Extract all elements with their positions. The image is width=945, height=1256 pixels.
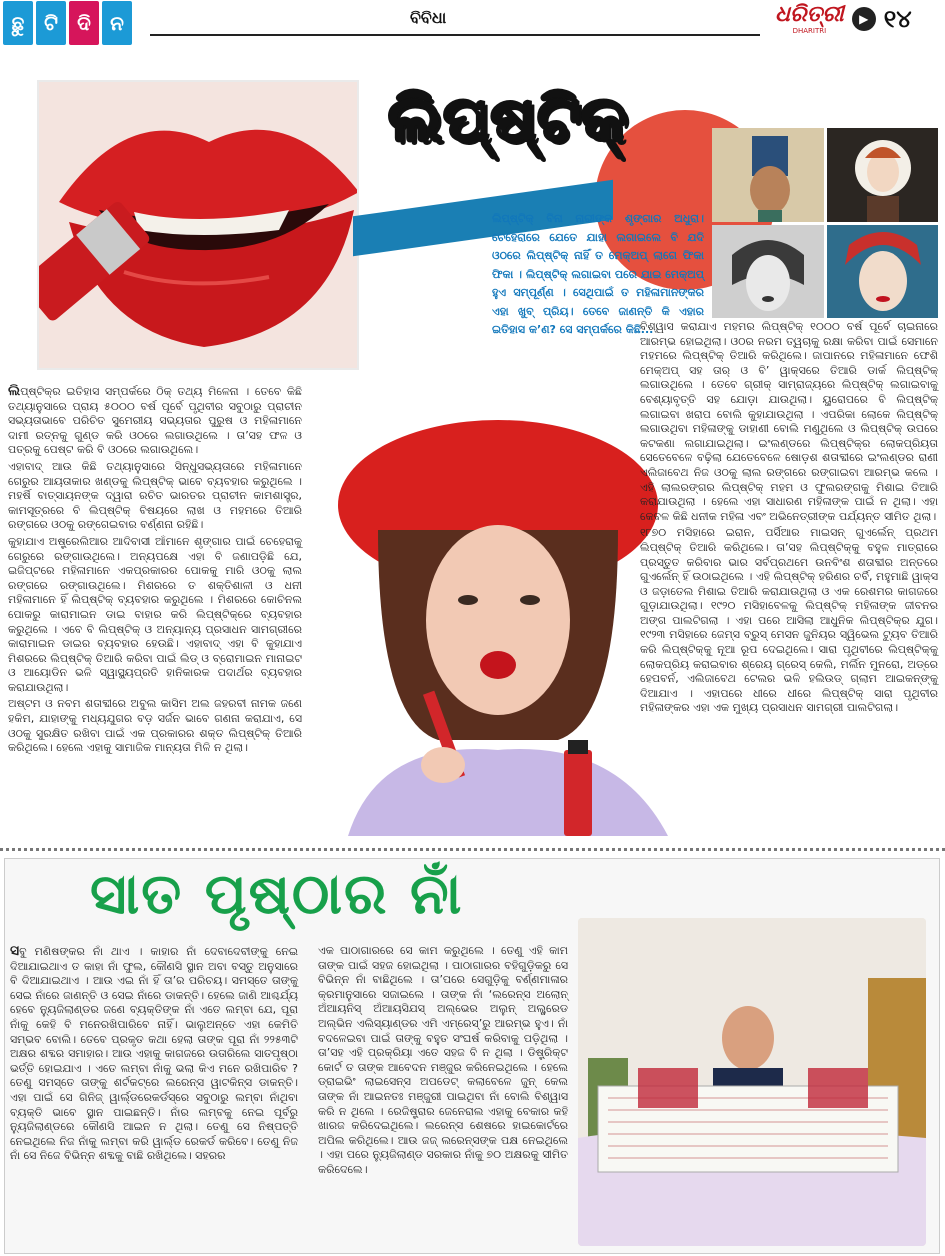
article-title: ଲିପ୍‌ଷ୍ଟିକ୍‌: [388, 82, 628, 155]
drop-cap: ଲି: [8, 383, 21, 399]
portrait-vintage: [712, 225, 824, 319]
brand-name: ଧରିତ୍ରୀ: [775, 2, 844, 27]
portrait-nefertiti: [712, 128, 824, 222]
logo-char: ଛୁ: [3, 1, 33, 45]
paragraph: ଏକ ପାଠାଗାରରେ ସେ କାମ କରୁଥିଲେ । ତେଣୁ ଏହି କାମ ତାଙ୍କ ପାଇଁ ସହଜ ହୋଇଥିଲା । ପାଠାଗାରର ବହିଗୁଡ଼ିକରୁ ସେ ବିଭିନ୍ନ ନାଁ ବାଛିଥିଲେ । ତା’ପରେ ସେଗୁଡ଼ିକୁ ବର୍ଣ୍ଣମାଳାର କ୍ରମାନୁସାରେ ସଜାଇଲେ । ତାଙ୍କ ନାଁ ‘ଲରେନ୍ସ ଅଲୋନ୍ ଅଁଆୟନିସ୍ ଅଁଆୟସିଯସ୍ ଅଲ୍ଭେର ଅଲୁନ୍ ଅଲ୍ଫ୍ରେଡ ଅଲ୍ଭିନ ଏଲିସ୍ୟାଣ୍ଡର ଏମି ଏମ୍ରେସ୍’ରୁ ଆରମ୍ଭ ହୁଏ। ନାଁ ବଦଳେଇବା ପାଇଁ ତାଙ୍କୁ ବହୁତ ସଂଘର୍ଷ କରିବାକୁ ପଡ଼ିଥିଲା । ତା’ସହ ଏହି ପ୍ରକ୍ରିୟା ଏତେ ସହଜ ବି ନ ଥିଲା । ଡିଷ୍ଟ୍ରିକ୍ଟ କୋର୍ଟ ତ ତାଙ୍କ ଆବେଦନ ମଞ୍ଜୁର କରିନେଇଥିଲେ । ହେଲେ ଡ୍ରାଇଭିଂ ଲାଇସେନ୍ସ ଅପଡେଟ୍ କଲାବେଳେ ଜୁନ୍ କେଲ ତାଙ୍କ ନାଁ ଆଇନତଃ ମଞ୍ଜୁରୀ ପାଇଥିବା ନାଁ ବୋଲି ବିଶ୍ୱାସ କରି ନ ଥିଲେ । ରେଜିଷ୍ଟ୍ରାର ଜେନେରାଲ ଏହାକୁ ବେକାର କହି ଖାରଜ କରିଦେଇଥିଲେ। ଲରେନ୍ସ ଶେଷରେ ହାଇକୋର୍ଟରେ ଅପିଲ କରିଥିଲେ। ଆଉ ଜଜ୍ ଲରେନ୍ସଙ୍କ ପକ୍ଷ ନେଇଥିଲେ । ଏହା ପରେ ନ୍ୟୁଜିଲାଣ୍ଡ ସରକାର ନାଁକୁ ୭୦ ଅକ୍ଷରକୁ ସୀମିତ କରିଦେଲେ।: [318, 944, 568, 1176]
header-divider: [150, 34, 760, 36]
lips-lipstick-photo: [37, 80, 359, 370]
masthead: [775, 2, 912, 35]
play-icon: ▶: [852, 7, 876, 31]
paragraph: ବିଶ୍ୱାସ କରାଯାଏ ମହମର ଲିପ୍‌ଷ୍ଟିକ୍ ୧୦୦୦ ବର୍ଷ ପୂର୍ବେ ଚାଇନାରେ ଆରମ୍ଭ ହୋଇଥିଲା। ଓଠର ନରମ ତ୍ୱଚାକୁ ରକ୍ଷା କରିବା ପାଇଁ ସେମାନେ ମହମରେ ଲିପ୍‌ଷ୍ଟିକ୍ ତିଆରି କରିଥିଲେ। ଜାପାନରେ ମହିଳାମାନେ ଫେଶି ମେକ୍‌ଅପ୍ ସହ ତାର୍ ଓ ବି’ ୱାକ୍ସରେ ତିଆରି ଡାର୍କ ଲିପ୍‌ଷ୍ଟିକ୍ ଲଗାଉଥିଲେ । ତେବେ ଗ୍ରୀକ୍ ସାମ୍ରାଜ୍ୟରେ ଲିପ୍‌ଷ୍ଟିକ୍ ଲଗାଇବାକୁ ବେଶ୍ୟାବୃତ୍ତି ସହ ଯୋଡ଼ା ଯାଉଥିଲା। ୟୁରୋପରେ ବି ଲିପ୍‌ଷ୍ଟିକ୍ ଲଗାଇବା ଖରାପ ବୋଲି କୁହାଯାଉଥିଲା । ଏପରିକା ଲୋକେ ଲିପ୍‌ଷ୍ଟିକ୍ ଲଗାଉଥିବା ମହିଳାଙ୍କୁ ଡାହାଣୀ ବୋଲି ମଣୁଥିଲେ ଓ ଲିପ୍‌ଷ୍ଟିକ୍ ଉପରେ କଟକଣା ଲଗାଯାଇଥିଲା। ଇଂଲଣ୍ଡରେ ଲିପ୍‌ଷ୍ଟିକ୍‌ର ଲୋକପ୍ରିୟତା ସେତେବେଳେ ବଢ଼ିଲା ଯେତେବେଳେ ଷୋଡ଼ଶ ଶତାବ୍ଦୀରେ ଇଂଲଣ୍ଡର ରାଣୀ ଏଲିଜାବେଥ ନିଜ ଓଠକୁ ଲାଲ ରଙ୍ଗରେ ରଙ୍ଗାଇବା ଆରମ୍ଭ କଲେ । ଏହି ଲାଲରଙ୍ଗର ଲିପ୍‌ଷ୍ଟିକ୍ ମହମ ଓ ଫୁଲରଙ୍ଗକୁ ମିଶାଇ ତିଆରି କରାଯାଉଥିଲା । ହେଲେ ଏହା ସାଧାରଣ ମହିଳାଙ୍କ ପାଇଁ ନ ଥିଲା। ଏହା କେବଳ କିଛି ଧନୀକ ମହିଳା ଏବଂ ଅଭିନେତ୍ରୀଙ୍କ ପର୍ଯ୍ୟନ୍ତ ସୀମିତ ଥିଲା।: [640, 320, 938, 523]
section-divider: [0, 848, 945, 851]
drop-cap: ସ: [10, 943, 20, 959]
paragraph: ଏହାବାଦ୍ ଆଉ କିଛି ତଥ୍ୟାନୁସାରେ ସିନ୍ଧୁସଭ୍ୟତାରେ ମହିଳାମାନେ ଗେରୁର ଆୟତାକାର ଖଣ୍ଡକୁ ଲିପ୍‌ଷ୍ଟିକ୍ ଭାବେ ବ୍ୟବହାର କରୁଥିଲେ । ମହର୍ଷି ବାତ୍ସାୟନଙ୍କ ଦ୍ୱାରା ରଚିତ ଭାରତର ପ୍ରାଚୀନ କାମଶାସ୍ତ୍ର, କାମସୂତ୍ରରେ ବି ଲିପ୍‌ଷ୍ଟିକ୍ ବିଷୟରେ ଲାଖ ଓ ମହମରେ ତିଆରି ରଙ୍ଗରେ ଓଠକୁ ରଙ୍ଗେଇବାର ବର୍ଣ୍ଣନା ରହିଛି।: [8, 459, 302, 532]
page-number: ୧୪: [883, 4, 912, 33]
brand-logo: [775, 2, 844, 35]
logo-char: ନ: [102, 1, 132, 45]
paragraph: କୁହାଯାଏ ଅଷ୍ଟ୍ରେଲିଆର ଆଦିବାସୀ ଆଁମାନେ ଶୃଙ୍ଗାର ପାଇଁ ଚେହେରାକୁ ଗେରୁରେ ରଙ୍ଗାଉଥିଲେ। ଅନ୍ୟପକ୍ଷେ ଏହା ବି ଜଣାପଡ଼ିଛି ଯେ, ଇଜିପ୍ଟରେ ମହିଳାମାନେ ଏକପ୍ରକାରର ପୋକକୁ ମାରି ଓଠକୁ ଲାଲ ରଙ୍ଗରେ ରଙ୍ଗାଉଥିଲେ। ମିଶରରେ ତ ଶକ୍ତିଶାଳୀ ଓ ଧନୀ ମହିଳାମାନେ ହିଁ ଲିପ୍‌ଷ୍ଟିକ୍ ବ୍ୟବହାର କରୁଥିଲେ । ମିଶରରେ କୋଚିନଲ ପୋକରୁ କାରାମାଇନ ଡାଇ ବାହାର କରି ଲିପ୍‌ଷ୍ଟିକ୍‌ରେ ବ୍ୟବହାର କରୁଥିଲେ । ଏବେ ବି ଲିପ୍‌ଷ୍ଟିକ୍ ଓ ଅନ୍ୟାନ୍ୟ ପ୍ରସାଧନ ସାମଗ୍ରୀରେ କାରାମାଇନ ଡାଇର ବ୍ୟବହାର ହେଉଛି। ଏହାବାଦ୍ ଏହା ବି କୁହାଯାଏ ମିଶରରେ ଲିପ୍‌ଷ୍ଟିକ୍ ତିଆରି କରିବା ପାଇଁ ଲିଡ୍ ଓ ବ୍ରୋମାଇନ ମାନାଇଟ ଓ ଆୟୋଡିନ ଭଳି ସ୍ୱାସ୍ଥ୍ୟପ୍ରତି ହାନିକାରକ ପଦାର୍ଥର ବ୍ୟବହାର କରାଯାଉଥିଲା।: [8, 534, 302, 694]
paragraph: ୧୮୭୦ ମସିହାରେ ଇରାନ, ପର୍ସିଆର ମାଇସନ୍ ଗୁଏର୍ଲେନ୍ ପ୍ରଥମ ଲିପ୍‌ଷ୍ଟିକ୍ ତିଆରି କରିଥିଲେ। ତା’ସହ ଲିପ୍‌ଷ୍ଟିକ୍‌କୁ ବହୁଳ ମାତ୍ରାରେ ପ୍ରସ୍ତୁତ କରିବାର ଭାର ସର୍ବପ୍ରଥମେ ଉନବିଂଶ ଶତାବ୍ଦୀର ଅନ୍ତରେ ଗୁଏର୍ଲେନ୍ ହିଁ ଉଠାଇଥିଲେ । ଏହି ଲିପ୍‌ଷ୍ଟିକ୍ ହରିଣର ଚର୍ବି, ମହୁମାଛି ୱାକ୍ସ ଓ ଜଡ଼ାତେଲ ମିଶାଇ ତିଆରି କରାଯାଉଥିଲା ଓ ଏକ ରେଶମର କାଗଜରେ ଗୁଡ଼ାଯାଉଥିଲା। ୧୯୨୦ ମସିହାବେଳକୁ ଲିପ୍‌ଷ୍ଟିକ୍ ମହିଳାଙ୍କ ଜୀବନର ଅଙ୍ଗ ପାଲଟିଗଲା । ଏହା ପରେ ଆସିଲା ଆଧୁନିକ ଲିପ୍‌ଷ୍ଟିକ୍‌ର ଯୁଗ। ୧୯୨୩ ମସିହାରେ ଜେମ୍ସ ବ୍ରୁସ୍ ମେସନ ଜୁନିୟର ସ୍ୱିଭେଲ ଟ୍ୟୁବ ତିଆରି କରି ଲିପ୍‌ଷ୍ଟିକ୍‌କୁ ନୂଆ ରୂପ ଦେଇଥିଲେ। ସାରା ପୃଥିବୀରେ ଲିପ୍‌ଷ୍ଟିକ୍‌କୁ ଲୋକପ୍ରିୟ କରାଇବାର ଶ୍ରେୟ ଗ୍ରେସ୍ କେଲି, ମର୍ଲିନ ମୁନରୋ, ଅଡ୍ରେ ହେପବର୍ନ, ଏଲିଜାବେଥ ଟେଲର ଭଳି ହଲିଉଡ୍ ଗ୍ଲାମ ଆଇକନ୍‌ଙ୍କୁ ଦିଆଯାଏ । ଏହାପରେ ଧୀରେ ଧୀରେ ଲିପ୍‌ଷ୍ଟିକ୍ ସାରା ପୃଥିବୀର ମହିଳାଙ୍କର ଏହା ଏକ ମୁଖ୍ୟ ପ୍ରସାଧନ ସାମଗ୍ରୀ ପାଲଟିଗଲା।: [640, 526, 938, 715]
logo-char: ଟି: [36, 1, 66, 45]
portrait-elizabeth: [827, 128, 939, 222]
section-label: ବିବିଧା: [410, 8, 447, 27]
article-intro: ଲିପ୍‌ଷ୍ଟିକ୍ ବିନା ନାରୀଙ୍କ ଶୃଙ୍ଗାର ଅଧୁରା। ଚେହେରାରେ ଯେତେ ଯାହା ଲଗାଇଲେ ବି ଯଦି ଓଠରେ ଲିପ୍‌ଷ୍ଟିକ୍ ନାହିଁ ତ ମେକ୍‌ଅପ୍ ଲାଗେ ଫିକା ଫିକା । ଲିପ୍‌ଷ୍ଟିକ୍ ଲଗାଇବା ପରେ ଯାଇ ମେକ୍‌ଅପ୍ ହୁଏ ସମ୍ପୂର୍ଣ୍ଣ । ସେଥିପାଇଁ ତ ମହିଳାମାନଙ୍କର ଏହା ଖୁବ୍ ପ୍ରିୟ। ତେବେ ଜାଣନ୍ତି କି ଏହାର ଇତିହାସ କ’ଣ? ସେ ସମ୍ପର୍କରେ କିଛି...: [492, 212, 704, 336]
section-logo: [3, 1, 132, 45]
logo-char: ଦି: [69, 1, 99, 45]
article2-column-left: [10, 944, 298, 1166]
article-column-left: [8, 384, 302, 758]
article-column-right: [640, 320, 938, 718]
paragraph: ସବୁ ମଣିଷଙ୍କର ନାଁ ଥାଏ । କାହାର ନାଁ ଦେବାଦେବୀଙ୍କୁ ନେଇ ଦିଆଯାଇଥାଏ ତ କାହା ନାଁ ଫୁଲ, କୌଣସି ସ୍ଥାନ ଅବା ବସ୍ତୁ ଅନୁସାରେ ବି ଦିଆଯାଇଥାଏ । ଆଉ ଏଇ ନାଁ ହିଁ ତା’ର ପରିଚୟ। ସମସ୍ତେ ତାଙ୍କୁ ସେଇ ନାଁରେ ଜାଣନ୍ତି ଓ ସେଇ ନାଁରେ ଡାକନ୍ତି। ହେଲେ ଜାଣି ଆଶ୍ଚର୍ଯ୍ୟ ହେବେ ନ୍ୟୁଜିଲାଣ୍ଡର ଜଣେ ବ୍ୟକ୍ତିଙ୍କ ନାଁ ଏତେ ଲମ୍ବା ଯେ, ପୂରା ନାଁକୁ କେହି ବି ମନେରଖିପାରିବେ ନାହିଁ। ଭାଲୁଅନ୍ତେ ଏହା କେମିତି ସମ୍ଭବ ବୋଲି। ତେବେ ପ୍ରକୃତ କଥା ହେଲା ତାଙ୍କ ପୂରା ନାଁ ୨୨୫୩ଟି ଅକ୍ଷର ଶବ୍ଦର ସମାହାର। ଆଉ ଏହାକୁ କାଗଜରେ ଉତାରିଲେ ସାତପୃଷ୍ଠା ଭର୍ତ୍ତି ହୋଇଯାଏ । ଏତେ ଲମ୍ବା ନାଁକୁ ଭଲା କିଏ ମନେ ରଖିପାରିବ ? ତେଣୁ ସମସ୍ତେ ତାଙ୍କୁ ଶର୍ଟକଟ୍‌ରେ ଲରେନ୍ସ ୱାଟକିନ୍ସ ଡାକନ୍ତି। ଏହା ପାଇଁ ସେ ଗିନିଜ୍ ୱାର୍ଲ୍ଡରେକର୍ଡସ୍‌ରେ ସବୁଠାରୁ ଲମ୍ବା ନାଁଥିବା ବ୍ୟକ୍ତି ଭାବେ ସ୍ଥାନ ପାଇଛନ୍ତି। ନାଁର ଲମ୍ବକୁ ନେଇ ପୂର୍ବରୁ ନ୍ୟୁଜିଲାଣ୍ଡରେ କୌଣସି ଆଇନ ନ ଥିଲା। ତେଣୁ ସେ ନିଷ୍ପତ୍ତି ନେଇଥିଲେ ନିଜ ନାଁକୁ ଲମ୍ବା କରି ୱାର୍ଲ୍ଡ ରେକର୍ଡ କରିବେ। ତେଣୁ ନିଜ ନାଁ ସେ ନିଜେ ବିଭିନ୍ନ ଶବ୍ଦକୁ ବାଛି ରଖିଥିଲେ। ସହରର: [10, 943, 298, 1163]
article2-title: ସାତ ପୃଷ୍ଠାର ନାଁ: [90, 862, 464, 927]
paragraph: ଅଷ୍ଟମ ଓ ନବମ ଶତାବ୍ଦୀରେ ଅବୁଲ କାସିମ ଅଲ ଜହରବୀ ନାମକ ଜଣେ ହକିମ, ଯାହାଙ୍କୁ ମଧ୍ୟଯୁଗର ବଡ଼ ସର୍ଜନ ଭାବେ ଗଣନା କରାଯାଏ, ସେ ଓଠକୁ ସୁରକ୍ଷିତ ରଖିବା ପାଇଁ ଏକ ପ୍ରକାରର ଶକ୍ତ ଲିପ୍‌ଷ୍ଟିକ୍ ତିଆରି କରିଥିଲେ। ହେଲେ ଏହାକୁ ସାମାଜିକ ମାନ୍ୟତା ମିଳି ନ ଥିଲା।: [8, 697, 302, 755]
man-holding-name-scroll-photo: [578, 918, 926, 1246]
portrait-modern: [827, 225, 939, 319]
historic-portraits-collage: [712, 128, 938, 318]
brand-subtitle: DHARITRI: [792, 27, 827, 35]
paragraph: ଲିପ୍‌ଷ୍ଟିକ୍‌ର ଇତିହାସ ସମ୍ପର୍କରେ ଠିକ୍ ତଥ୍ୟ ମିଳେନା । ତେବେ କିଛି ତଥ୍ୟାନୁସାରେ ପ୍ରାୟ ୫୦୦୦ ବର୍ଷ ପୂର୍ବେ ପୃଥିବୀର ସବୁଠାରୁ ପ୍ରାଚୀନ ସଭ୍ୟତାଭାବେ ପରିଚିତ ସୁମେରୀୟ ସଭ୍ୟତାର ପୁରୁଷ ଓ ମହିଳାମାନେ ଦାମୀ ରତ୍ନକୁ ଗୁଣ୍ଡ କରି ଓଠରେ ଲଗାଉଥିଲେ । ତା’ସହ ଫଳ ଓ ପତ୍ରକୁ ପେଷ୍ଟ କରି ବି ଓଠରେ ଲଗାଉଥିଲେ।: [8, 383, 302, 457]
article2-column-middle: [318, 944, 568, 1180]
